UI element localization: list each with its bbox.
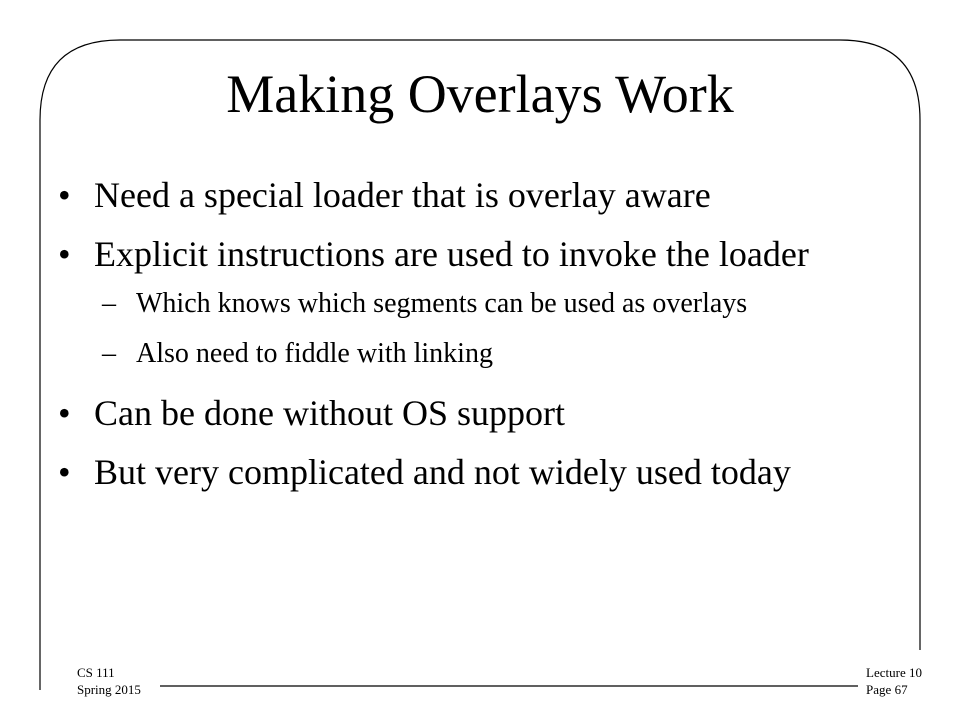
bullet-item [58, 449, 858, 496]
sub-bullet-item [58, 286, 858, 322]
dash-mark: – [102, 288, 116, 319]
bullet-mark: • [58, 393, 71, 433]
footer-lecture: Lecture 10 [866, 665, 922, 680]
bullet-item [58, 231, 858, 278]
footer-course-info [77, 664, 141, 698]
bullet-mark: • [58, 234, 71, 274]
footer-term: Spring 2015 [77, 682, 141, 697]
bullet-mark: • [58, 175, 71, 215]
footer-page: Page 67 [866, 682, 908, 697]
bullet-text: Can be done without OS support [94, 393, 565, 433]
bullet-item [58, 390, 858, 437]
slide-title: Making Overlays Work [226, 64, 734, 124]
footer-page-info [866, 664, 922, 698]
bullet-item [58, 172, 858, 219]
bullet-text: Need a special loader that is overlay aware [94, 175, 711, 215]
dash-mark: – [102, 338, 116, 369]
slide-content [58, 172, 858, 508]
sub-bullet-item [58, 336, 858, 372]
sub-bullet-text: Which knows which segments can be used as overlays [136, 288, 748, 319]
bullet-mark: • [58, 452, 71, 492]
bullet-text: Explicit instructions are used to invoke the loader [94, 234, 809, 274]
bullet-text: But very complicated and not widely used today [94, 452, 791, 492]
sub-bullet-text: Also need to fiddle with linking [136, 338, 493, 369]
footer-course: CS 111 [77, 665, 115, 680]
